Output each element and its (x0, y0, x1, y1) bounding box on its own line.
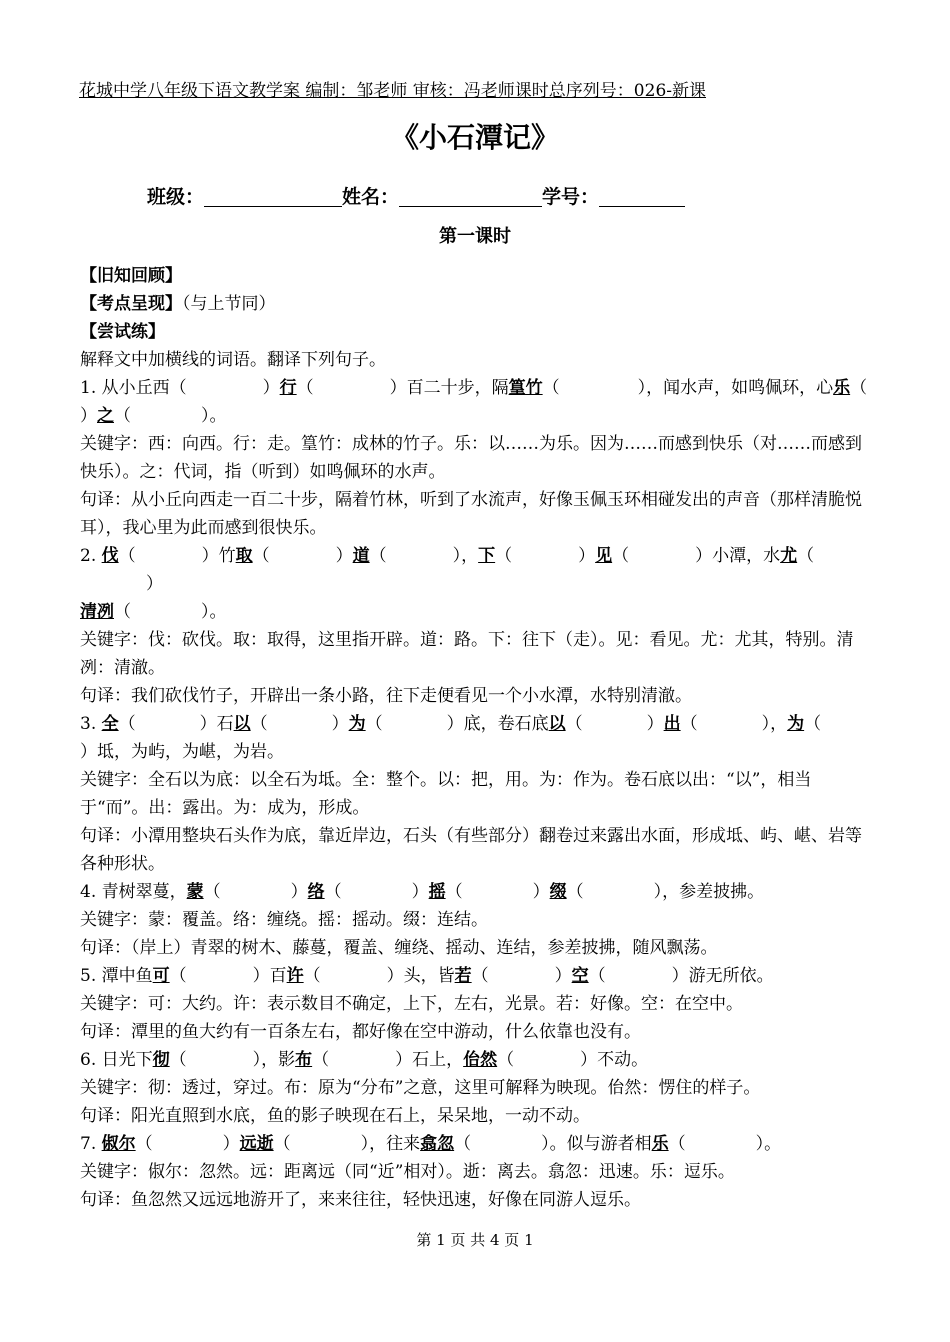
sentence-text: （ (114, 602, 131, 622)
key-explanation: 关键字：伐：砍伐。取：取得，这里指开辟。道：路。下：往下（走）。见：看见。尤：尤其，特别。清冽：清澈。 (80, 630, 854, 678)
sentence-translation: 句译：潭里的鱼大约有一百条左右，都好像在空中游动，什么依靠也没有。 (80, 1022, 641, 1042)
sentence-text: ）。似与游者相 (541, 1134, 652, 1154)
sentence-text: （ (273, 1134, 291, 1154)
page-title: 《小石潭记》 (390, 121, 559, 154)
sentence-text: （ (169, 1050, 187, 1070)
sentence-text: ）百 (252, 966, 287, 986)
sentence-text: ）。 (201, 602, 227, 622)
sentence-text: ） (262, 378, 280, 398)
exercise-item (80, 374, 875, 542)
key-word: 许 (286, 966, 304, 986)
sentence-text: （ (804, 714, 822, 734)
sentence-translation: 句译：阳光直照到水底，鱼的影子映现在石上，呆呆地，一动不动。 (80, 1106, 590, 1126)
key-word: 若 (454, 966, 472, 986)
sentence-text: （ (118, 546, 136, 566)
sentence-text: （ (566, 882, 584, 902)
key-word: 俶尔 (101, 1134, 136, 1154)
class-label: 班级： (147, 186, 205, 208)
name-label: 姓名： (342, 186, 400, 208)
section-practice: 【尝试练】 (80, 322, 165, 342)
exercise-item (80, 1130, 875, 1214)
sentence-text: （ (542, 378, 560, 398)
exercise-list (80, 374, 875, 1214)
sentence-text: ）头，皆 (386, 966, 455, 986)
exercise-line (80, 710, 875, 738)
key-word: 全 (101, 714, 119, 734)
sentence-text: （ (169, 966, 187, 986)
sentence-text: ）底，卷石底 (446, 714, 549, 734)
sentence-text: ）， (452, 546, 479, 566)
sentence-text: （ (250, 714, 268, 734)
sentence-text: ） (335, 546, 353, 566)
sentence-text: ） (578, 546, 596, 566)
key-word: 佁然 (463, 1050, 498, 1070)
sentence-text: （ (850, 378, 868, 398)
lesson-title: 第一课时 (439, 226, 511, 247)
key-word: 蒙 (186, 882, 204, 902)
sentence-text: （ (668, 1134, 686, 1154)
key-word: 取 (235, 546, 253, 566)
sentence-text: （ (588, 966, 606, 986)
exercise-line (80, 878, 875, 906)
section-review: 【旧知回顾】 (80, 266, 182, 286)
sentence-text: （ (612, 546, 630, 566)
sentence-translation: 句译：从小丘向西走一百二十步，隔着竹林，听到了水流声，好像玉佩玉环相碰发出的声音（那样清脆悦耳），我心里为此而感到很快乐。 (80, 490, 862, 538)
student-id-label: 学号： (542, 186, 600, 208)
key-word: 乐 (651, 1134, 669, 1154)
sentence-translation: 句译：我们砍伐竹子，开辟出一条小路，往下走便看见一个小水潭，水特别清澈。 (80, 686, 692, 706)
exercise-line (80, 402, 875, 430)
sentence-text: （ (312, 1050, 330, 1070)
exercise-item (80, 542, 875, 710)
exercise-item (80, 962, 875, 1046)
sentence-text: ）坻，为屿，为嵁，为岩。 (80, 742, 284, 762)
sentence-text: ）石 (199, 714, 234, 734)
key-word: 远逝 (239, 1134, 274, 1154)
key-explanation: 关键字：可：大约。许：表示数目不确定，上下，左右，光景。若：好像。空：在空中。 (80, 994, 743, 1014)
sentence-text: （ (797, 546, 815, 566)
sentence-text: （ (135, 1134, 153, 1154)
key-word: 彻 (152, 1050, 170, 1070)
sentence-text: ）百二十步，隔 (389, 378, 509, 398)
sentence-text: ）， (761, 714, 788, 734)
sentence-text: ）竹 (201, 546, 236, 566)
key-word: 清冽 (80, 602, 114, 622)
key-word: 布 (295, 1050, 313, 1070)
key-word: 出 (663, 714, 681, 734)
key-word: 尤 (780, 546, 798, 566)
sentence-text: ） (146, 574, 163, 594)
exercise-line (80, 1130, 875, 1158)
sentence-text: ），往来 (360, 1134, 421, 1154)
key-word: 伐 (101, 546, 119, 566)
sentence-text: （ (303, 966, 321, 986)
key-explanation: 关键字：西：向西。行：走。篁竹：成林的竹子。乐：以……为乐。因为……而感到快乐（对……而感到快乐）。之：代词，指（听到）如鸣佩环的水声。 (80, 434, 862, 482)
sentence-text: ）。 (201, 406, 227, 426)
key-word: 篁竹 (508, 378, 543, 398)
key-word: 空 (571, 966, 589, 986)
sentence-text: （ (118, 714, 136, 734)
sentence-text: （ (454, 1134, 472, 1154)
sentence-text: ） (80, 406, 97, 426)
key-word: 摇 (428, 882, 446, 902)
sentence-text: （ (203, 882, 221, 902)
lesson-content (80, 262, 875, 1214)
sentence-text: （ (445, 882, 463, 902)
sentence-text: ），影 (252, 1050, 296, 1070)
sentence-text: ），参差披拂。 (653, 882, 765, 902)
sentence-text: ）不动。 (580, 1050, 649, 1070)
sentence-text: ） (411, 882, 429, 902)
key-explanation: 关键字：全石以为底：以全石为坻。全：整个。以：把，用。为：作为。卷石底以出：“以”，相当于“而”。出：露出。为：成为，形成。 (80, 770, 812, 818)
exercise-line (80, 1046, 875, 1074)
sentence-text: ） (290, 882, 308, 902)
sentence-text: （ (252, 546, 270, 566)
sentence-text: （ (565, 714, 583, 734)
section-exam-label: 【考点呈现】 (80, 294, 182, 314)
key-word: 为 (787, 714, 805, 734)
sentence-text: ） (554, 966, 572, 986)
key-word: 之 (97, 406, 114, 426)
section-exam-note: （与上节同） (182, 294, 276, 314)
student-info-row (147, 183, 685, 211)
sentence-text: （ (296, 378, 314, 398)
key-word: 见 (595, 546, 613, 566)
sentence-text: （ (324, 882, 342, 902)
exercise-item (80, 710, 875, 878)
section-exam (80, 290, 875, 318)
instruction: 解释文中加横线的词语。翻译下列句子。 (80, 350, 386, 370)
key-word: 翕忽 (420, 1134, 455, 1154)
exercise-item (80, 878, 875, 962)
student-id-blank (599, 186, 685, 207)
sentence-text: ） (532, 882, 550, 902)
key-word: 络 (307, 882, 325, 902)
sentence-translation: 句译：（岸上）青翠的树木、藤蔓，覆盖、缠绕、摇动、连结，参差披拂，随风飘荡。 (80, 938, 718, 958)
exercise-line (80, 374, 875, 402)
sentence-text: ）石上， (395, 1050, 464, 1070)
sentence-text: 1. 从小丘西（ (80, 378, 187, 398)
sentence-text: （ (369, 546, 387, 566)
sentence-text: （ (471, 966, 489, 986)
sentence-text: ），闻水声，如鸣佩环，心 (637, 378, 834, 398)
sentence-text: ）。 (755, 1134, 782, 1154)
sentence-text: 2. (80, 546, 102, 566)
sentence-text: 7. (80, 1134, 102, 1154)
sentence-translation: 句译：小潭用整块石头作为底，靠近岸边，石头（有些部分）翻卷过来露出水面，形成坻、屿、嵁、岩等各种形状。 (80, 826, 862, 874)
sentence-text: （ (495, 546, 513, 566)
key-explanation: 关键字：俶尔：忽然。远：距离远（同“近”相对）。逝：离去。翕忽：迅速。乐：逗乐。 (80, 1162, 735, 1182)
sentence-translation: 句译：鱼忽然又远远地游开了，来来往往，轻快迅速，好像在同游人逗乐。 (80, 1190, 641, 1210)
sentence-text: 3. (80, 714, 102, 734)
exercise-line (80, 962, 875, 990)
key-word: 以 (233, 714, 251, 734)
exercise-line (80, 598, 875, 626)
sentence-text: ）游无所依。 (671, 966, 774, 986)
key-explanation: 关键字：蒙：覆盖。络：缠绕。摇：摇动。缀：连结。 (80, 910, 488, 930)
key-word: 下 (478, 546, 496, 566)
key-word: 行 (279, 378, 297, 398)
sentence-text: ） (331, 714, 349, 734)
key-explanation: 关键字：彻：透过，穿过。布：原为“分布”之意，这里可解释为映现。佁然：愣住的样子。 (80, 1078, 761, 1098)
sentence-text: 4. 青树翠蔓， (80, 882, 187, 902)
page-footer: 第 1 页 共 4 页 1 (416, 1231, 534, 1249)
class-blank (204, 186, 342, 207)
sentence-text: （ (365, 714, 383, 734)
exercise-item (80, 1046, 875, 1130)
sentence-text: 5. 潭中鱼 (80, 966, 153, 986)
key-word: 为 (348, 714, 366, 734)
key-word: 缀 (549, 882, 567, 902)
key-word: 乐 (833, 378, 851, 398)
sentence-text: ）小潭，水 (695, 546, 781, 566)
exercise-line (80, 738, 875, 766)
sentence-text: （ (680, 714, 698, 734)
sentence-text: ） (222, 1134, 240, 1154)
sentence-text: 6. 日光下 (80, 1050, 153, 1070)
sentence-text: （ (497, 1050, 515, 1070)
sentence-text: （ (114, 406, 131, 426)
key-word: 道 (352, 546, 370, 566)
key-word: 以 (548, 714, 566, 734)
page-header: 花城中学八年级下语文教学案 编制：邹老师 审核：冯老师课时总序列号：026-新课 (79, 81, 706, 101)
key-word: 可 (152, 966, 170, 986)
sentence-text: ） (646, 714, 664, 734)
name-blank (399, 186, 542, 207)
exercise-line (80, 542, 875, 598)
